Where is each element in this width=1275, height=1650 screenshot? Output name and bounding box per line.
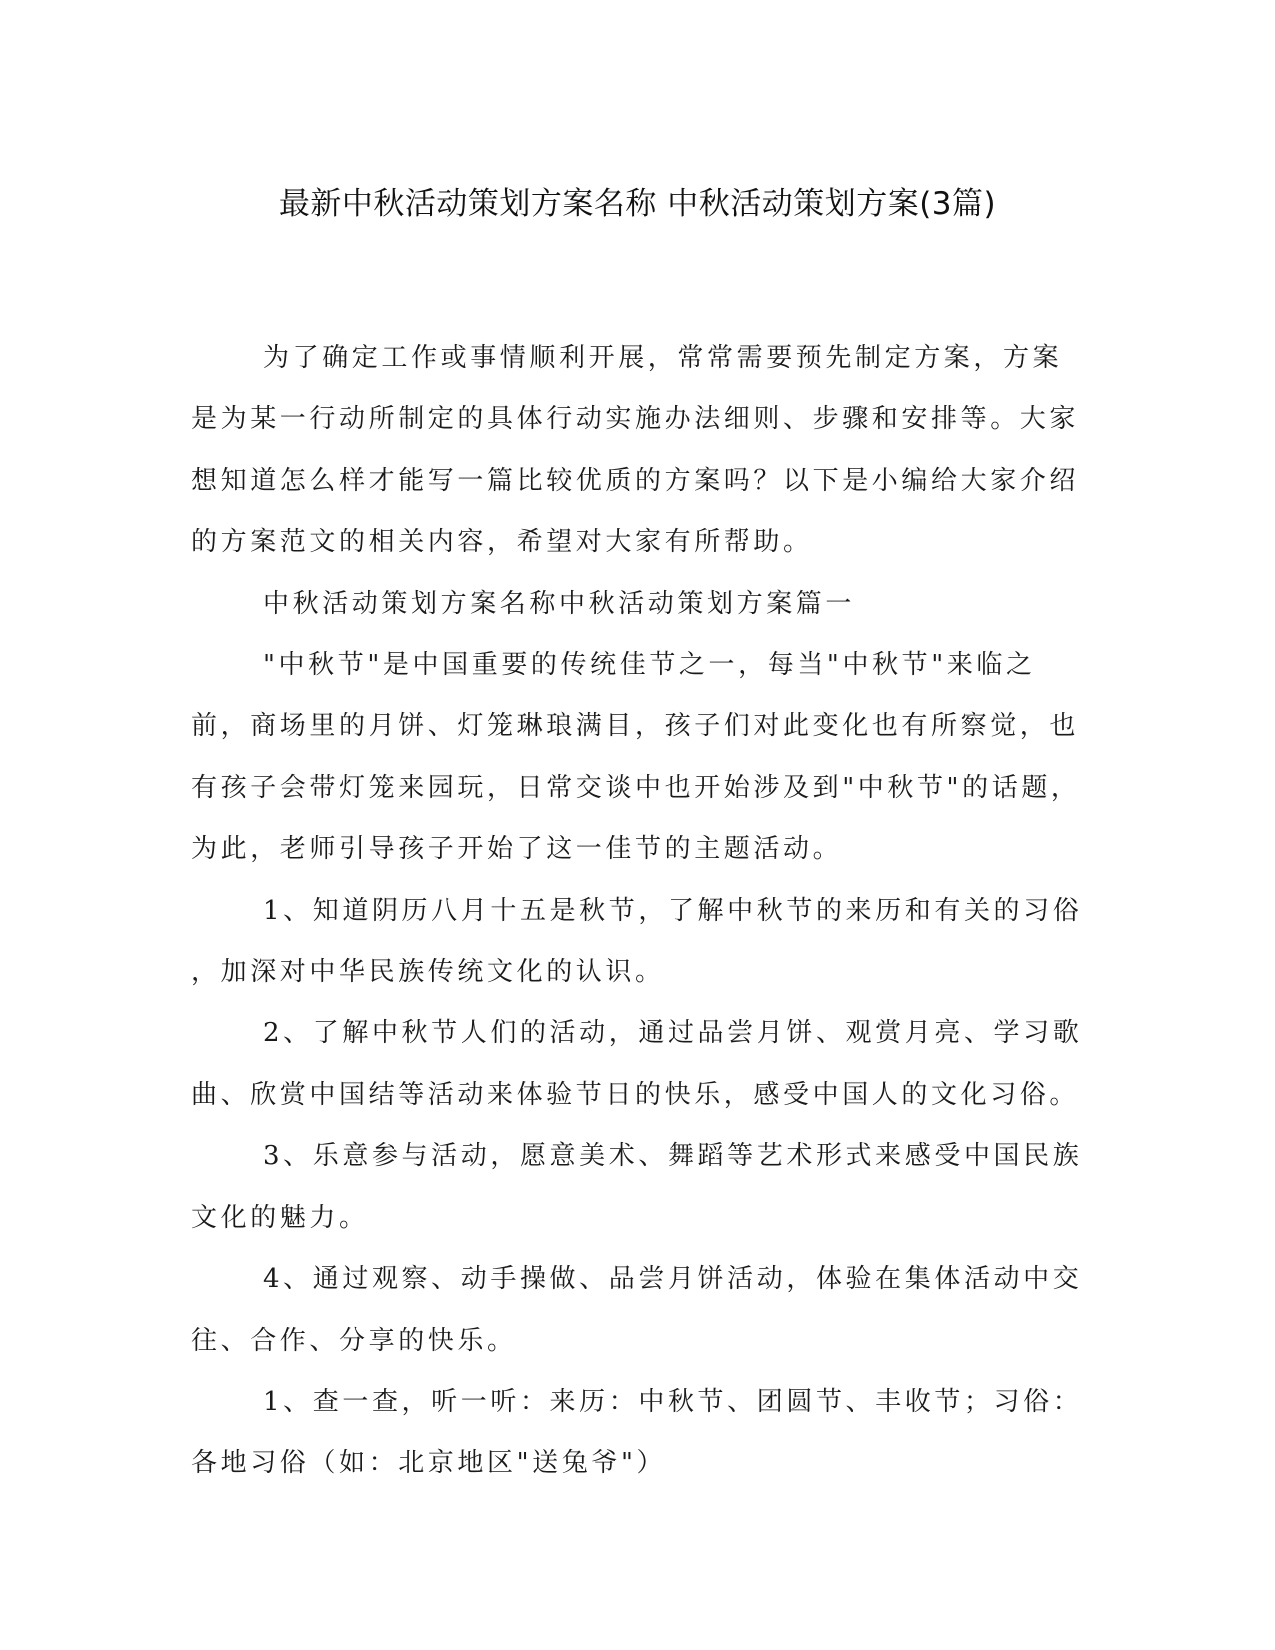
- document-body: [191, 328, 1086, 1495]
- intro-paragraph: 为了确定工作或事情顺利开展，常常需要预先制定方案，方案是为某一行动所制定的具体行动实施办法细则、步骤和安排等。大家想知道怎么样才能写一篇比较优质的方案吗？以下是小编给大家介绍的方案范文的相关内容，希望对大家有所帮助。: [191, 343, 1080, 558]
- background-paragraph: "中秋节"是中国重要的传统佳节之一，每当"中秋节"来临之前，商场里的月饼、灯笼琳琅满目，孩子们对此变化也有所察觉，也有孩子会带灯笼来园玩，日常交谈中也开始涉及到"中秋节"的话题，为此，老师引导孩子开始了这一佳节的主题活动。: [191, 650, 1081, 865]
- goal-item-1: 1、知道阴历八月十五是秋节，了解中秋节的来历和有关的习俗: [263, 895, 1083, 926]
- goal-item-4: 4、通过观察、动手操做、品尝月饼活动，体验在集体活动中交往、合作、分享的快乐。: [191, 1264, 1083, 1356]
- section-heading: 中秋活动策划方案名称中秋活动策划方案篇一: [263, 588, 856, 619]
- document-title: 最新中秋活动策划方案名称 中秋活动策划方案(3篇): [278, 186, 997, 222]
- activity-item-1: 1、查一查，听一听：来历：中秋节、团圆节、丰收节；习俗：各地习俗（如：北京地区"送兔爷"）: [191, 1386, 1083, 1479]
- goal-item-3: 3、乐意参与活动，愿意美术、舞蹈等艺术形式来感受中国民族文化的魅力。: [191, 1141, 1083, 1233]
- goal-item-1-continuation: ，加深对中华民族传统文化的认识。: [191, 957, 665, 988]
- goal-item-2: 2、了解中秋节人们的活动，通过品尝月饼、观赏月亮、学习歌曲、欣赏中国结等活动来体验节日的快乐，感受中国人的文化习俗。: [191, 1018, 1083, 1110]
